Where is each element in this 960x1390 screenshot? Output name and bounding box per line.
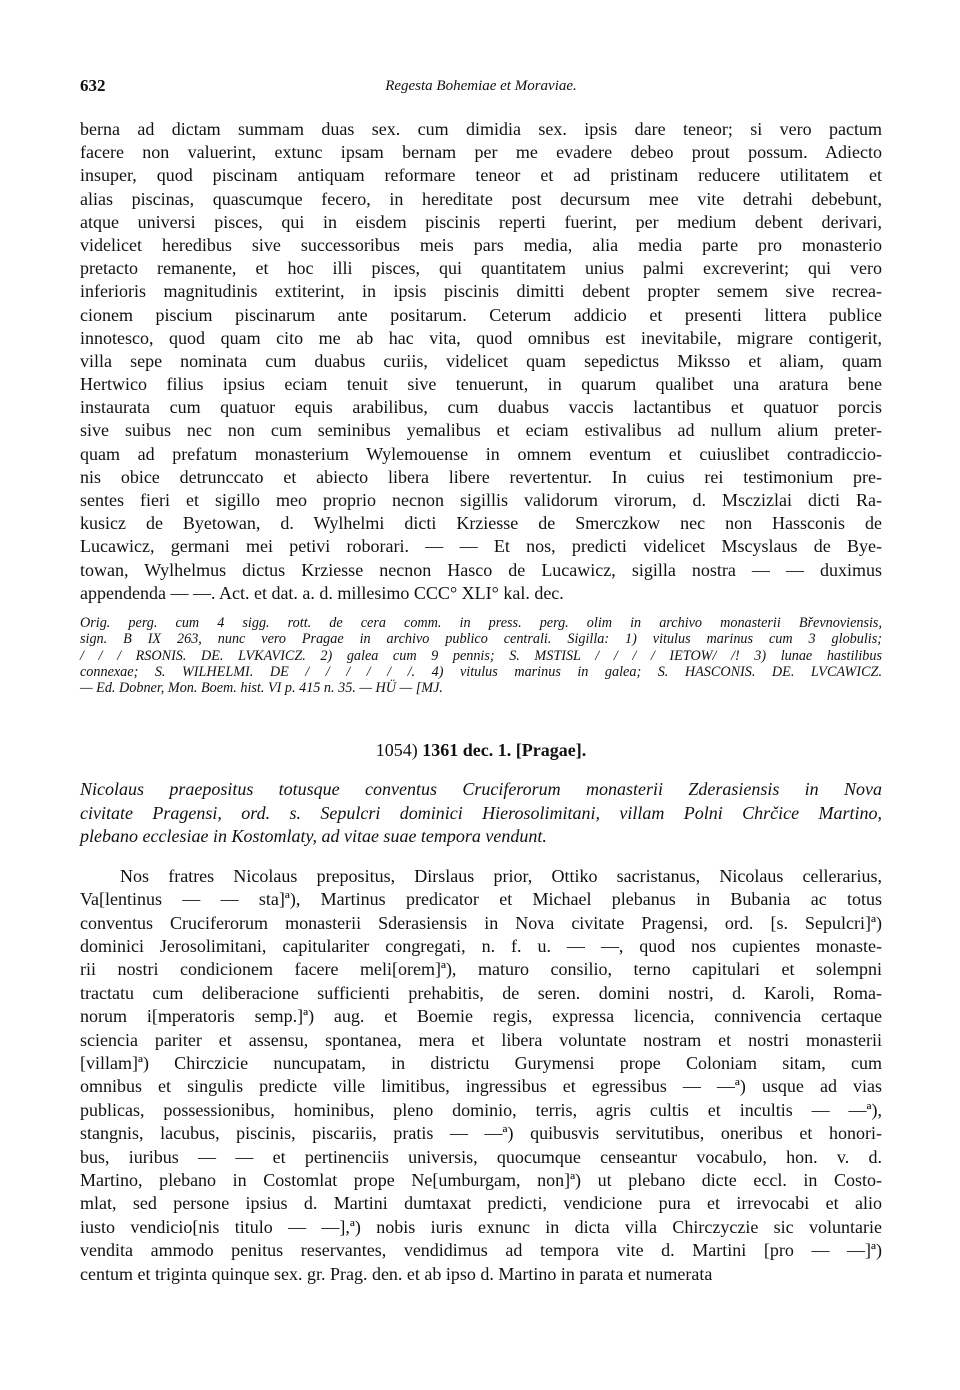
text1-line: berna ad dictam summam duas sex. cum dimidia sex. ipsis dare teneor; si vero pactum <box>80 119 882 139</box>
charter-text-new <box>80 865 882 1286</box>
text1-line: videlicet heredibus sive successoribus meis pars media, alia media parte pro monasterio <box>80 234 882 255</box>
text1-line: appendenda — —. Act. et dat. a. d. millesimo CCC° XLI° kal. dec. <box>80 582 564 603</box>
text1-line: facere non valuerint, extunc ipsam bernam per me evadere debeo prout possum. Adiecto <box>80 142 882 163</box>
text2-line: Martino, plebano in Costomlat prope Ne[umburgam, non]ª) ut plebano dicte eccl. in Costo- <box>80 1170 882 1190</box>
text2-line: centum et triginta quinque sex. gr. Prag. den. et ab ipso d. Martino in parata et numerata <box>80 1263 713 1284</box>
notes-line: connexae; S. WILHELMI. DE / / / / / /. 4) vitulus marinus in galea; S. HASCONIS. DE. LVCAWICZ. <box>80 663 882 680</box>
text1-line: inferioris magnitudinis extiterint, in ipsis piscinis dimitti debent propter semem sive recrea- <box>80 281 882 302</box>
page-header <box>80 68 882 98</box>
text2-line: publicas, possessionibus, hominibus, pleno dominio, terris, agris cultis et incultis — —ª), <box>80 1099 882 1120</box>
text1-line: sive suibus nec non cum seminibus yemalibus et eciam estivalibus ad nullum alium preter- <box>80 420 882 441</box>
text1-line: Hertwico filius ipsius eciam tenuit sive tenuerunt, in quarum qualibet una aratura bene <box>80 374 882 395</box>
text1-line: pretacto remanente, et hoc illi pisces, qui quantitatem unius palmi excreverint; qui vero <box>80 258 882 279</box>
text1-line: villa sepe nominata cum duabus curiis, videlicet quam sepedictus Miksso et aliam, quam <box>80 350 882 371</box>
text2-line: conventus Cruciferorum monasterii Sderasiensis in Nova civitate Pragensi, ord. [s. Sepulcri]ª) <box>80 912 882 933</box>
text1-line: insuper, quod piscinam antiquam reformare teneor et ad pristinam reducere utilitatem et <box>80 165 882 186</box>
notes-line: Orig. perg. cum 4 sigg. rott. de cera comm. in press. perg. olim in archivo monasterii Břevnoviensis, <box>80 614 882 631</box>
text1-line: towan, Wylhelmus dictus Krziesse necnon Hasco de Lucawicz, sigilla nostra — — duximus <box>80 559 882 580</box>
text2-line: [villam]ª) Chirczicie nuncupatam, in districtu Gurymensi prope Coloniam sitam, cum <box>80 1053 882 1074</box>
text1-line: atque universi pisces, qui in eisdem piscinis reperti fuerint, per medium debent derivari, <box>80 211 882 232</box>
regest-line: Nicolaus praepositus totusque conventus Cruciferorum monasterii Zderasiensis in Nova <box>80 779 882 800</box>
text1-line: innotesco, quod quam cito me ab hac vita, quod omnibus est inevitabile, migrare contigerit, <box>80 327 882 348</box>
regest-line: civitate Pragensi, ord. s. Sepulcri dominici Hierosolimitani, villam Polni Chrčice Martino, <box>80 802 882 823</box>
notes-line: — Ed. Dobner, Mon. Boem. hist. VI p. 415 n. 35. — HÜ — [MJ. <box>80 680 443 697</box>
text2-line: bus, iuribus — — et pertinenciis universis, quocumque censeantur vocabulo, hon. v. d. <box>80 1146 882 1167</box>
text2-line: mlat, sed persone ipsius d. Martini dumtaxat predicti, vendicione pura et irrevocabi et alio <box>80 1193 882 1214</box>
text1-line: Lucawicz, germani mei petivi roborari. — — Et nos, predicti videlicet Mscyslaus de Bye- <box>80 536 882 557</box>
document-page <box>80 68 882 1286</box>
notes-line: / / / RSONIS. DE. LVKAVICZ. 2) galea cum 9 pennis; S. MSTISL / / / / IETOW/ /! 3) lunae hastilibus <box>80 647 882 664</box>
text1-line: kusicz de Byetowan, d. Wylhelmi dicti Krziesse de Smerczkow nec non Hassconis de <box>80 513 882 534</box>
text2-line: iusto vendicio[nis titulo — —],ª) nobis iuris exnunc in dicta villa Chirczyczie sic voluntarie <box>80 1216 882 1237</box>
text2-line: Va[lentinus — — sta]ª), Martinus predicator et Michael plebanus in Bubania ac totus <box>80 889 882 910</box>
text2-line: stangnis, lacubus, piscinis, piscariis, pratis — —ª) quibusvis servitutibus, oneribus et honori- <box>80 1123 882 1144</box>
page-number: 632 <box>80 76 106 95</box>
text2-line: rii nostri condicionem facere meli[orem]ª), maturo consilio, terno capitulari et solempni <box>80 959 882 980</box>
text1-line: alias piscinas, quascumque fecero, in hereditate post decursum mee vite detrahi debebunt, <box>80 188 882 209</box>
text1-line: nis obice detrunccato et abiecto libera libere revertentur. In cuius rei testimonium pre- <box>80 466 882 487</box>
entry-heading <box>80 738 882 762</box>
entry-number: 1054) <box>375 740 418 761</box>
running-title: Regesta Bohemiae et Moraviae. <box>385 78 577 94</box>
text1-line: quam ad prefatum monasterium Wylemouense in omnem eventum et cuiuslibet contradiccio- <box>80 443 882 464</box>
regest-line: plebano ecclesiae in Kostomlaty, ad vitae suae tempora vendunt. <box>80 826 547 847</box>
text2-line: norum i[mperatoris semp.]ª) aug. et Boemie regis, expressa licencia, connivencia certaque <box>80 1006 882 1027</box>
text2-line: Nos fratres Nicolaus prepositus, Dirslaus prior, Ottiko sacristanus, Nicolaus cellerarius, <box>120 865 882 886</box>
text2-line: omnibus et singulis predicte ville limitibus, ingressibus et egressibus — —ª) usque ad vias <box>80 1076 882 1097</box>
text1-line: sentes fieri et sigillo meo proprio necnon sigillis validorum virorum, d. Msczizlai dicti Ra- <box>80 490 882 510</box>
text1-line: cionem piscium piscinarum ante positarum. Ceterum addicio et presenti littera publice <box>80 304 882 325</box>
text1-line: instaurata cum quatuor equis arabilibus, cum duabus vaccis lactantibus et quatuor porcis <box>80 397 882 418</box>
notes-line: sign. B IX 263, nunc vero Pragae in archivo publico centrali. Sigilla: 1) vitulus marinus cum 3 globulis; <box>80 631 882 648</box>
text2-line: vendita ammodo penitus reservantes, vendidimus ad tempora vite d. Martini [pro — —]ª) <box>80 1240 882 1261</box>
entry-date: 1361 dec. 1. [Pragae]. <box>422 740 587 761</box>
regest-summary <box>80 778 882 849</box>
text2-line: tractatu cum deliberacione sufficienti prehabitis, de seren. domini nostri, d. Karoli, Roma- <box>80 982 882 1003</box>
text2-line: dominici Jerosolimitani, capitulariter congregati, n. f. u. — —, quod nos cupientes monaste- <box>80 936 882 957</box>
source-notes <box>80 615 882 696</box>
text2-line: sciencia pariter et assensu, spontanea, mera et libera voluntate nostram et nostri monasterii <box>80 1029 882 1050</box>
charter-text-continued <box>80 118 882 605</box>
